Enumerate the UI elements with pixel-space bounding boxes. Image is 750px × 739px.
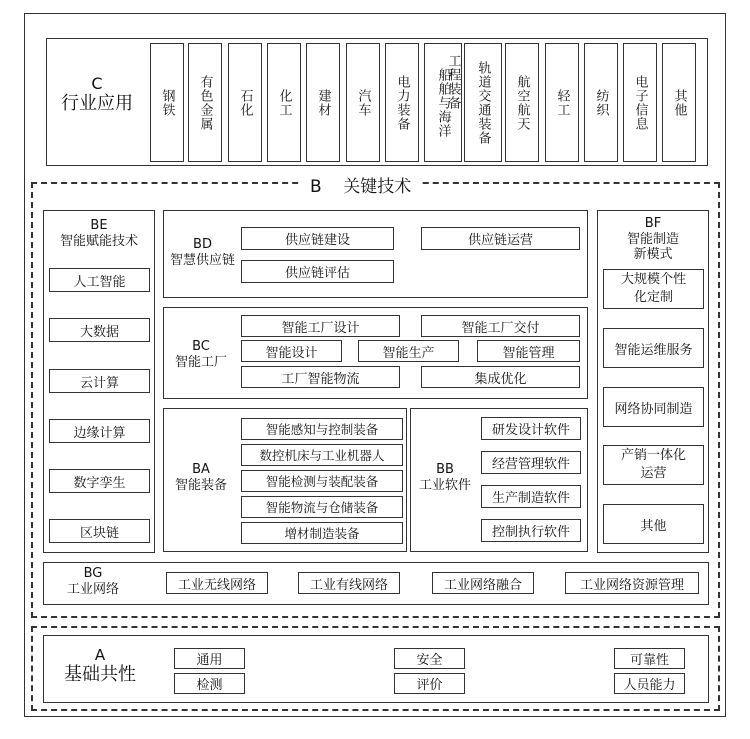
ba-item-inspection-assembly: 智能检测与装配装备 <box>241 470 403 492</box>
industry-nonferrous: 有色金属 <box>188 43 222 162</box>
bc-item-factory-logistics: 工厂智能物流 <box>241 366 400 388</box>
a-item-general: 通用 <box>174 648 245 669</box>
a-item-evaluation: 评价 <box>394 673 465 694</box>
industry-ships-ocean: 船舶与海洋 <box>424 43 462 162</box>
industry-light-industry: 轻工 <box>545 43 579 162</box>
bb-title: 工业软件 <box>418 477 471 493</box>
section-c-code: C <box>91 74 103 93</box>
industry-petrochemical: 石化 <box>228 43 262 162</box>
industry-engineering-equipment: 工程装备 <box>445 54 461 110</box>
industry-power-equipment: 电力装备 <box>385 43 419 162</box>
be-item-ai: 人工智能 <box>49 268 150 292</box>
bc-item-smart-production: 智能生产 <box>358 340 459 362</box>
bd-title: 智慧供应链 <box>169 252 235 268</box>
a-item-safety: 安全 <box>394 648 465 669</box>
bf-item-mass-customization: 大规模个性化定制 <box>603 269 704 309</box>
be-title: 智能赋能技术 <box>59 233 138 249</box>
bc-item-factory-design: 智能工厂设计 <box>241 315 400 337</box>
bd-label <box>165 237 240 268</box>
bf-item-production-sales-integration: 产销一体化运营 <box>603 445 704 485</box>
industry-aerospace: 航空航天 <box>505 43 539 162</box>
bd-item-construction: 供应链建设 <box>241 227 394 250</box>
bf-label <box>597 216 709 263</box>
bg-label <box>43 566 143 597</box>
industry-rail-transit: 轨道交通装备 <box>464 43 502 162</box>
ba-item-cnc-robot: 数控机床与工业机器人 <box>241 444 403 466</box>
be-item-cloud: 云计算 <box>49 369 150 393</box>
section-c-label <box>52 74 142 115</box>
section-a-label <box>50 646 150 686</box>
section-b-header: B 关键技术 <box>300 172 421 194</box>
be-item-edge: 边缘计算 <box>49 419 150 443</box>
bc-label <box>165 339 237 370</box>
bf-item-other: 其他 <box>603 504 704 544</box>
section-a-code: A <box>94 646 106 664</box>
section-a-title: 基础共性 <box>64 664 136 685</box>
bc-title: 智能工厂 <box>174 354 227 370</box>
ba-code: BA <box>192 462 210 477</box>
bc-item-integration: 集成优化 <box>421 366 580 388</box>
bg-code: BG <box>83 566 103 581</box>
bf-title-line2: 新模式 <box>633 247 673 263</box>
a-item-personnel-capability: 人员能力 <box>614 673 685 694</box>
bb-label <box>410 462 480 493</box>
ba-title: 智能装备 <box>174 477 227 493</box>
bc-item-smart-management: 智能管理 <box>477 340 580 362</box>
be-item-digital-twin: 数字孪生 <box>49 469 150 493</box>
industry-other: 其他 <box>662 43 696 162</box>
bc-item-factory-delivery: 智能工厂交付 <box>421 315 580 337</box>
bf-item-smart-maintenance: 智能运维服务 <box>603 328 704 368</box>
be-label <box>43 218 155 249</box>
ba-label <box>163 462 239 493</box>
bd-code: BD <box>193 237 212 252</box>
a-item-testing: 检测 <box>174 673 245 694</box>
bb-item-business-management: 经营管理软件 <box>481 451 581 474</box>
bb-item-control-execution: 控制执行软件 <box>481 519 581 542</box>
ba-item-sensing-control: 智能感知与控制装备 <box>241 418 403 440</box>
bf-title-line1: 智能制造 <box>626 231 679 247</box>
bg-item-wired: 工业有线网络 <box>298 572 400 594</box>
bb-code: BB <box>436 462 454 477</box>
be-item-bigdata: 大数据 <box>49 318 150 342</box>
a-item-reliability: 可靠性 <box>614 648 685 669</box>
ba-item-additive-manufacturing: 增材制造装备 <box>241 522 403 544</box>
industry-chemical: 化工 <box>267 43 301 162</box>
section-c-title: 行业应用 <box>61 93 133 115</box>
be-code: BE <box>90 218 108 233</box>
be-item-blockchain: 区块链 <box>49 519 150 543</box>
industry-steel: 钢铁 <box>150 43 184 162</box>
bb-item-rd-design: 研发设计软件 <box>481 417 581 440</box>
bc-code: BC <box>192 339 210 354</box>
bg-item-fusion: 工业网络融合 <box>432 572 534 594</box>
industry-textile: 纺织 <box>584 43 618 162</box>
ba-item-logistics-storage: 智能物流与仓储装备 <box>241 496 403 518</box>
industry-automotive: 汽车 <box>346 43 380 162</box>
bf-item-network-collaboration: 网络协同制造 <box>603 387 704 427</box>
bg-title: 工业网络 <box>66 581 119 597</box>
bg-item-wireless: 工业无线网络 <box>166 572 268 594</box>
bf-code: BF <box>644 216 662 231</box>
industry-electronics: 电子信息 <box>623 43 657 162</box>
bd-item-operation: 供应链运营 <box>421 227 580 250</box>
industry-building-materials: 建材 <box>306 43 340 162</box>
bg-item-resource-management: 工业网络资源管理 <box>565 572 699 594</box>
bd-item-evaluation: 供应链评估 <box>241 260 394 283</box>
bb-item-production-manufacturing: 生产制造软件 <box>481 485 581 508</box>
bc-item-smart-design: 智能设计 <box>241 340 342 362</box>
